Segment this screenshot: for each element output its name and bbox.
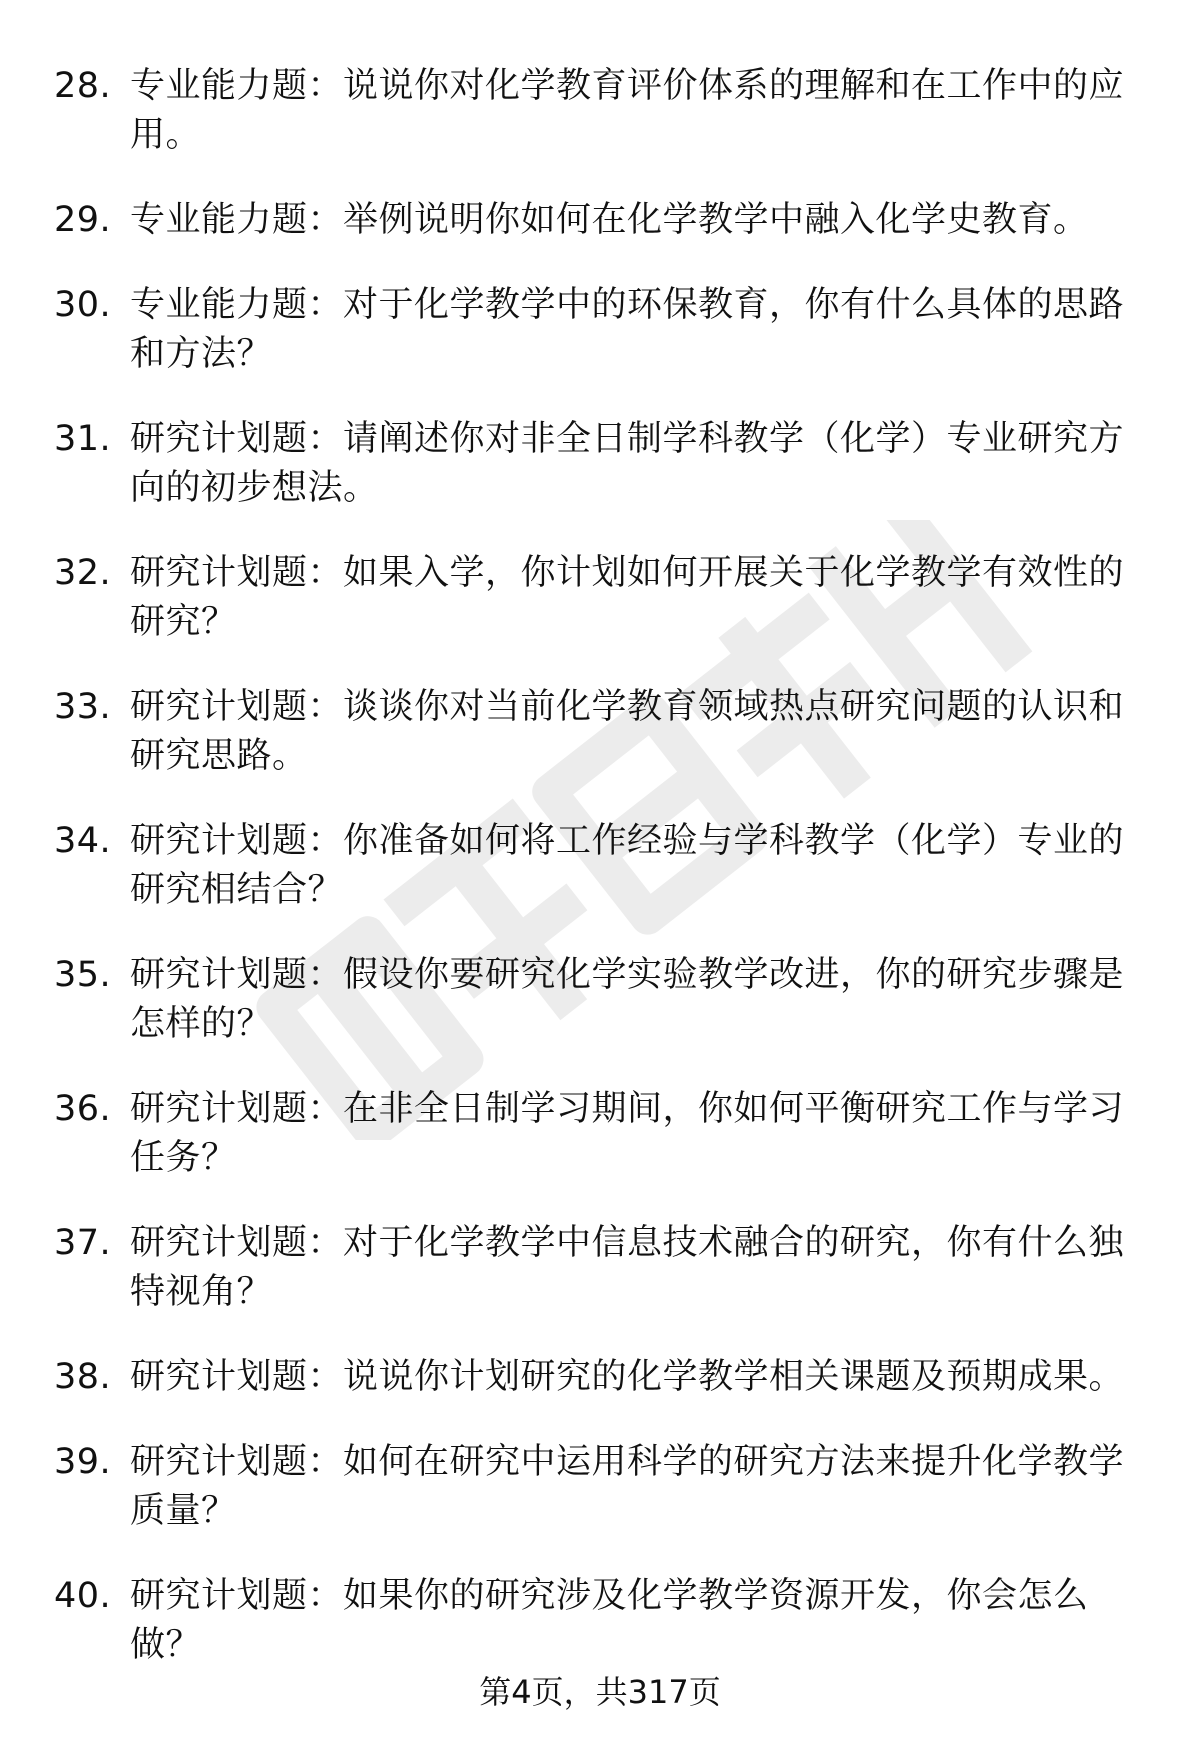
list-item [0, 951, 1200, 1049]
question-text: 研究计划题：假设你要研究化学实验教学改进，你的研究步骤是怎样的？ [130, 955, 1125, 1044]
question-text: 研究计划题：如果你的研究涉及化学教学资源开发，你会怎么做？ [130, 1576, 1089, 1665]
question-number: 35. [54, 955, 112, 995]
question-number: 32. [54, 553, 112, 593]
question-list [0, 62, 1200, 1706]
question-number: 33. [54, 687, 112, 727]
list-item [0, 415, 1200, 513]
list-item [0, 1353, 1200, 1402]
question-number: 29. [54, 200, 112, 240]
question-text: 研究计划题：谈谈你对当前化学教育领域热点研究问题的认识和研究思路。 [130, 687, 1125, 776]
question-number: 30. [54, 285, 112, 325]
question-number: 31. [54, 419, 112, 459]
list-item [0, 1438, 1200, 1536]
list-item [0, 62, 1200, 160]
list-item [0, 817, 1200, 915]
question-number: 36. [54, 1089, 112, 1129]
question-number: 37. [54, 1223, 112, 1263]
question-text: 研究计划题：说说你计划研究的化学教学相关课题及预期成果。 [130, 1357, 1125, 1397]
list-item [0, 1572, 1200, 1670]
question-number: 34. [54, 821, 112, 861]
question-text: 研究计划题：对于化学教学中信息技术融合的研究，你有什么独特视角？ [130, 1223, 1125, 1312]
list-item [0, 549, 1200, 647]
list-item [0, 1219, 1200, 1317]
question-text: 研究计划题：在非全日制学习期间，你如何平衡研究工作与学习任务？ [130, 1089, 1125, 1178]
list-item [0, 281, 1200, 379]
question-text: 专业能力题：说说你对化学教育评价体系的理解和在工作中的应用。 [130, 66, 1125, 155]
question-number: 39. [54, 1442, 112, 1482]
question-text: 研究计划题：如何在研究中运用科学的研究方法来提升化学教学质量？ [130, 1442, 1125, 1531]
question-text: 专业能力题：对于化学教学中的环保教育，你有什么具体的思路和方法？ [130, 285, 1125, 374]
list-item [0, 683, 1200, 781]
question-text: 研究计划题：如果入学，你计划如何开展关于化学教学有效性的研究？ [130, 553, 1125, 642]
question-text: 专业能力题：举例说明你如何在化学教学中融入化学史教育。 [130, 200, 1089, 240]
question-number: 28. [54, 66, 112, 106]
list-item [0, 1085, 1200, 1183]
page-number-label: 第4页，共317页 [479, 1673, 721, 1711]
page-footer [0, 1672, 1200, 1712]
question-number: 38. [54, 1357, 112, 1397]
question-number: 40. [54, 1576, 112, 1616]
question-text: 研究计划题：请阐述你对非全日制学科教学（化学）专业研究方向的初步想法。 [130, 419, 1125, 508]
question-text: 研究计划题：你准备如何将工作经验与学科教学（化学）专业的研究相结合？ [130, 821, 1125, 910]
list-item [0, 196, 1200, 245]
